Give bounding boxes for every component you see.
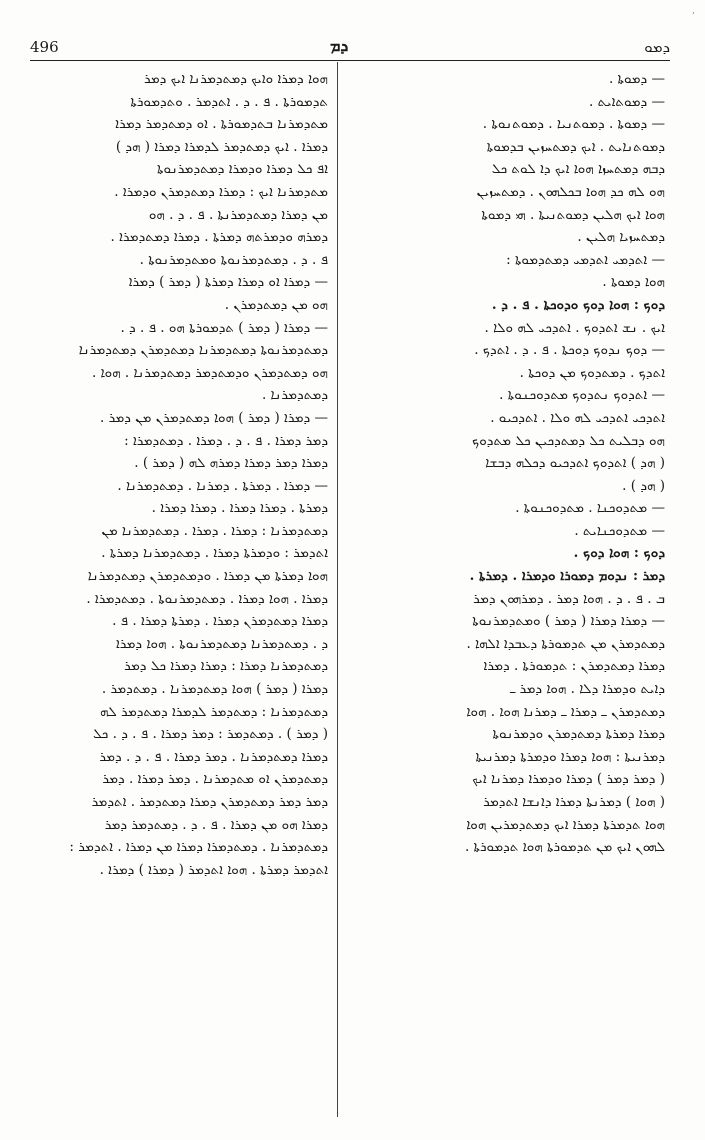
- entry-line: ( ܗܘܐ ) ܕܡܪܢܬܐ ܕܡܪܐ ܕܐܢܫܐ ܐܬܕܡܪ: [483, 794, 665, 810]
- entry-line: ܕܡܬܚܙܝܐ ܗܠܝܢ .: [577, 229, 665, 246]
- page-header: [30, 36, 670, 58]
- page-number: 496: [30, 38, 59, 56]
- entry-line: ܕܡܬܕܡܪܢܘܬܐ ܕܡܬܕܡܪܢܐ ܕܡܬܕܡܪܢ ܕܡܬܕܡܪܢܐ: [78, 342, 328, 359]
- entry-line: — ܕܡܘܬܐ . ܕܡܘܬܢܝܐ . ܕܡܘܬܢܘܬܐ .: [482, 116, 665, 133]
- entry-line: ܕܡܪ : ܢܕܘܡ ܕܡܘܪܐ ܘܕܡܪܐ . ܕܡܪܬܐ .: [469, 568, 665, 585]
- entry-line: ܕܡܪܐ ܕܡܬܕܡܪܢܐ . ܕܡܪ ܕܡܪܐ . ܦ . ܕ . ܕܡܪ: [99, 748, 328, 765]
- entry-line: ܗܘܐ ܕܡܪܬܐ ܡܢ ܕܡܪܐ . ܘܕܡܬܕܡܪܢ ܕܡܬܕܡܪܢܐ: [87, 568, 328, 585]
- entry-line: ܕܡܬܕܡܪܢ ܐܘ ܡܬܕܡܪܢܐ . ܕܡܪ ܕܡܪܐ . ܕܡܪ: [102, 771, 328, 788]
- entry-line: — ܕܡܘܬܐܝܬ .: [589, 93, 665, 110]
- left-column: [38, 68, 328, 881]
- entry-line: ܗܘ ܕܡܬܕܡܪܢ ܘܕܡܬܕܡܪ ܕܡܬܕܡܪܢܐ . ܗܘܐ .: [91, 364, 328, 381]
- entry-line: ܐܬܕܟܝ ܐܬܕܟܝ ܠܗ ܘܠܐ . ܐܬܕܟܝܘ .: [490, 409, 665, 426]
- entry-line: ܡܢ ܕܡܪܐ ܕܡܬܕܡܪܢܬܐ . ܦ . ܕ . ܗܘ: [148, 206, 328, 223]
- entry-line: ܡܬܕܡܪܢܐ ܒܬܕܡܘܪܬܐ . ܐܘ ܕܡܬܕܡܪ ܕܡܪܐ: [115, 116, 328, 133]
- entry-line: — ܕܡܪܐ ܐܘ ܕܡܪܐ ܕܡܪܬܐ ( ܕܡܪ ) ܕܡܪܐ: [128, 274, 328, 291]
- entry-line: ܐܦ ܟܠ ܕܡܪܐ ܘܕܡܪܐ ܕܡܬܕܡܪܢܘܬܐ: [157, 161, 328, 178]
- entry-line: ܕܡܪܐ . ܗܘܐ ܕܡܪܐ . ܕܡܬܕܡܪܢܘܬܐ . ܕܡܬܕܡܪܐ .: [86, 590, 328, 607]
- entry-line: ܕܡܬܕܡܪܢܐ . ܕܡܬܕܡܪܐ ܕܡܪܐ ܡܢ ܕܡܪܐ . ܐܬܕܡܪ :: [69, 839, 328, 856]
- corner-mark: ,: [692, 6, 695, 16]
- entry-line: — ܕܡܪܐ ܕܡܪܐ ( ܕܡܪ ) ܘܡܬܕܡܪܢܘܬܐ: [472, 613, 665, 630]
- entry-line: — ܕܡܪܐ ( ܕܡܪ ) ܗܘܐ ܕܡܬܕܡܪܢ ܡܢ ܕܡܪ .: [99, 409, 328, 426]
- entry-line: ܕܡܪܐ ܕܡܪܬܐ ܕܡܬܕܡܪܢ ܘܕܡܪܢܘܬܐ: [492, 726, 665, 743]
- running-head-right: ܕܡܘ: [644, 38, 670, 56]
- entry-line: ܗܘ ܕܒܠܝܬ ܟܠ ܕܡܬܕܟܝܢ ܟܠ ܡܬܕܘܟ: [472, 432, 665, 449]
- entry-line: — ܡܬܕܘܟܢܐܝܬ .: [574, 522, 665, 539]
- entry-line: ܕܡܬܕܡܪܢ ܡܢ ܬܕܡܘܪܬܐ ܕܥܒܕܐ ܐܠܗܐ .: [466, 635, 665, 652]
- entry-line: ܕܡܪܬܐ . ܕܡܪܐ ܕܡܪܐ . ܕܡܪܐ ܕܡܪܐ .: [151, 500, 328, 517]
- entry-line: ( ܗܕ ) ܐܬܕܘܟ ܐܬܕܟܝܘ ܕܟܠܗ ܕܒܫܐ: [485, 455, 665, 472]
- entry-line: ܕܡܪܗ ܘܕܡܪܬܗ ܕܡܪܬܐ . ܕܡܪܐ ܕܡܬܕܡܪܐ .: [110, 229, 328, 246]
- entry-line: ܬܕܡܘܪܬܐ . ܦ . ܕ . ܐܬܕܡܪ . ܘܬܕܡܘܪܬܐ: [130, 93, 328, 110]
- entry-line: ܐܬܕܡܪ ܕܡܪܬܐ . ܗܘܐ ܐܬܕܡܪ ( ܕܡܪܐ ) ܕܡܪܐ .: [99, 861, 328, 878]
- entry-line: — ܕܡܪܐ ( ܕܡܪ ) ܬܕܡܘܪܬܐ ܗܘ . ܦ . ܕ .: [120, 319, 328, 336]
- entry-line: ܐܬܕܟ . ܕܡܬܕܘܟ ܡܢ ܕܘܟܬܐ .: [519, 364, 665, 381]
- entry-line: ܗܘܐ ܕܡܪܐ ܘܐܝܟ ܕܡܬܕܡܪܢܐ ܐܝܟ ܕܡܪ: [143, 71, 328, 87]
- running-head-center: ܕܡ: [330, 36, 349, 55]
- entry-line: — ܕܘܟ ܢܕܘܟ ܕܘܟܬܐ . ܦ . ܕ . ܐܬܕܟ .: [474, 342, 665, 359]
- entry-line: — ܕܡܘܬܐ .: [608, 71, 665, 87]
- entry-line: ܕܡܘܬܢܐܝܬ . ܐܝܟ ܕܡܬܚܙܝܢ ܒܕܡܘܬܐ: [486, 138, 665, 155]
- entry-line: ( ܗܕ ) .: [622, 477, 665, 494]
- entry-line: ܕܡܪܐ ܕܡܪ ܕܡܪܐ ܕܡܪܗ ܠܗ ( ܕܡܪ ) .: [134, 455, 328, 472]
- entry-line: ܕܡܪ ܕܡܪ ܕܡܬܕܡܪܢ ܕܡܪܐ ܕܡܬܕܡܪ . ܐܬܕܡܪ: [91, 794, 328, 810]
- entry-line: ܕ . ܕܡܬܕܡܪܢܐ ܕܡܬܕܡܪܢܘܬܐ . ܗܘܐ ܕܡܪܐ: [115, 635, 328, 652]
- entry-line: ܠܗܘܢ ܐܝܟ ܡܢ ܬܕܡܘܪܬܐ ܗܘܐ ܬܕܡܘܪܬܐ .: [464, 839, 665, 856]
- entry-line: ܕܡܪܢܝܬܐ : ܗܘܐ ܕܡܪܐ ܘܕܡܪܬܐ ܕܡܪܢܝܬܐ: [475, 748, 665, 765]
- right-column: [350, 68, 665, 859]
- entry-line: ܕܡܬܕܡܪܢ ـ ܕܡܪܐ ـ ܕܡܪܢܐ ܗܘܐ . ܗܘܐ: [466, 703, 665, 720]
- header-rule: [30, 60, 670, 61]
- entry-line: ܗܘ ܠܗ ܟܕ ܗܘܐ ܒܟܠܗܘܢ . ܕܡܬܚܙܝܢ: [476, 183, 665, 200]
- entry-line: ܕܡܪܐ ܗܘ ܡܢ ܕܡܪܐ . ܦ . ܕ . ܕܡܬܕܡܪ ܕܡܪ: [104, 816, 328, 833]
- entry-line: ܕܡܪܐ . ܐܝܟ ܕܡܬܕܡܪ ܠܕܡܪܐ ܕܡܪܐ ( ܗܕ ): [115, 138, 328, 155]
- entry-line: ( ܕܡܪ ) . ܕܡܬܕܡܪ : ܕܡܪ ܕܡܪܐ . ܦ . ܕ . ܟܠ: [92, 726, 328, 743]
- entry-line: ܕܐܝܬ ܘܕܡܪܐ ܕܠܐ . ܗܘܐ ܕܡܪ ـ: [509, 681, 665, 698]
- entry-line: ( ܕܡܪ ܕܡܪ ) ܕܡܪܐ ܘܕܡܪܐ ܕܡܪܢܐ ܐܝܟ: [472, 771, 665, 788]
- entry-line: ܕܡܪ ܕܡܪܐ . ܦ . ܕ . ܕܡܪܐ . ܕܡܬܕܡܪܐ :: [124, 432, 328, 449]
- entry-line: — ܕܡܪܐ . ܕܡܪܬܐ . ܕܡܪܢܐ . ܕܡܬܕܡܪܢܐ .: [117, 477, 328, 494]
- entry-line: ܕܡܪܐ ܕܡܬܕܡܪܢ ܕܡܪܐ . ܕܡܪܬܐ ܕܡܪܐ . ܦ .: [112, 613, 328, 630]
- entry-line: — ܐܬܕܘܟ ܢܬܕܘܟ ܡܬܕܘܟܢܘܬܐ .: [499, 387, 665, 404]
- entry-line: ܕܡܬܕܡܪܢܐ : ܕܡܬܕܡܪ ܠܕܡܪܐ ܕܡܬܕܡܪ ܠܗ: [100, 703, 328, 720]
- entry-line: ܕܡܬܕܡܪܢܐ ܕܡܪܐ : ܕܡܪܐ ܕܡܪܐ ܟܠ ܕܡܪ: [124, 658, 328, 675]
- entry-line: ܐܝܟ . ܢܫ ܐܬܕܘܟ . ܐܬܕܟܝ ܠܗ ܘܠܐ .: [484, 319, 665, 336]
- column-divider: [337, 62, 338, 1117]
- entry-line: ܗܘܐ ܬܕܡܪܬܐ ܕܡܪܐ ܐܝܟ ܕܡܬܕܡܪܝܢ ܗܘܐ: [466, 816, 665, 833]
- entry-line: ܕܡܬܕܡܪܢܐ .: [261, 387, 328, 404]
- entry-line: ܕܘܟ : ܗܘܐ ܕܘܟ ܘܕܘܟܬܐ . ܦ . ܕ .: [491, 296, 665, 313]
- entry-line: ܗܘܐ ܐܝܟ ܗܠܝܢ ܕܡܘܬܢܝܬܐ . ܗܝ ܕܡܘܬܐ: [481, 206, 665, 223]
- entry-line: ܕܡܪܐ ( ܕܡܪ ) ܗܘܐ ܕܡܬܕܡܪܢܐ . ܕܡܬܕܡܪ .: [101, 681, 328, 698]
- entry-line: ܐܬܕܡܪ : ܘܕܡܪܬܐ ܕܡܪܐ . ܕܡܬܕܡܪܢܐ ܕܡܪܬܐ .: [101, 545, 328, 562]
- entry-line: ܒ . ܦ . ܕ . ܗܘܐ ܕܡܪ . ܕܡܪܗܘܢ ܕܡܪ: [473, 590, 665, 607]
- entry-line: ܗܘܐ ܕܡܘܬܐ .: [602, 274, 665, 291]
- entry-line: — ܡܬܕܘܟܢܐ . ܡܬܕܘܟܢܘܬܐ .: [515, 500, 665, 517]
- entry-line: ܕܘܟ : ܗܘܐ ܕܘܟ .: [573, 545, 665, 562]
- entry-line: — ܐܬܕܡܝ ܐܬܕܡܝ ܕܡܬܕܡܘܬܐ :: [506, 251, 665, 268]
- entry-line: ܦ . ܕ . ܕܡܬܕܡܪܢܘܬܐ ܘܡܬܕܡܪܢܘܬܐ .: [139, 251, 328, 268]
- entry-line: ܕܡܪܐ ܕܡܬܕܡܪܢ : ܬܕܡܘܪܬܐ . ܕܡܪܐ: [483, 658, 665, 675]
- entry-line: ܕܡܬܕܡܪܢܐ : ܕܡܪܐ . ܕܡܪܐ . ܕܡܬܕܡܪܢܐ ܡܢ: [101, 522, 328, 539]
- entry-line: ܕܒܗ ܕܡܬܚܙܐ ܗܘܐ ܐܝܟ ܕܐ ܠܘܬ ܟܠ: [491, 161, 665, 178]
- entry-line: ܡܬܕܡܪܢܐ ܐܝܟ : ܕܡܪܐ ܕܡܬܕܡܪܢ ܘܕܡܪܐ .: [114, 183, 328, 200]
- entry-line: ܗܘ ܡܢ ܕܡܬܕܡܪܢ .: [224, 296, 328, 313]
